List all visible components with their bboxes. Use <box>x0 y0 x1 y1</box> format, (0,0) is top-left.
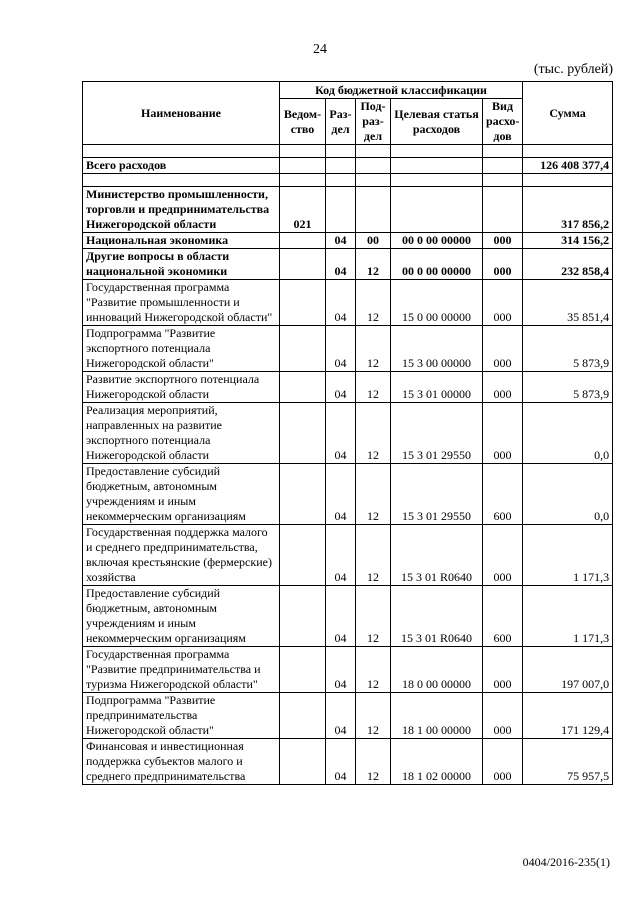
header-dept: Ведом-ство <box>280 99 326 145</box>
row-name: Государственная программа "Развитие предпринимательства и туризма Нижегородской области" <box>83 647 280 693</box>
table-row <box>83 187 613 233</box>
table-row <box>83 249 613 280</box>
row-subsection: 12 <box>356 403 391 464</box>
header-subsection: Под-раз-дел <box>356 99 391 145</box>
row-target <box>391 158 483 174</box>
row-sum: 126 408 377,4 <box>523 158 613 174</box>
table-row <box>83 739 613 785</box>
table-row <box>83 693 613 739</box>
table-row <box>83 158 613 174</box>
row-sum: 0,0 <box>523 403 613 464</box>
row-subsection: 12 <box>356 326 391 372</box>
form-code: 0404/2016-235(1) <box>522 855 610 869</box>
row-section: 04 <box>326 280 356 326</box>
row-section: 04 <box>326 586 356 647</box>
row-name: Подпрограмма "Развитие экспортного потенциала Нижегородской области" <box>83 326 280 372</box>
row-target: 15 0 00 00000 <box>391 280 483 326</box>
header-type: Вид расхо-дов <box>483 99 523 145</box>
row-subsection: 12 <box>356 693 391 739</box>
row-type <box>483 158 523 174</box>
row-name: Предоставление субсидий бюджетным, автономным учреждениям и иным некоммерческим организациям <box>83 586 280 647</box>
row-sum: 35 851,4 <box>523 280 613 326</box>
row-section: 04 <box>326 233 356 249</box>
row-subsection: 12 <box>356 647 391 693</box>
row-sum: 317 856,2 <box>523 187 613 233</box>
row-section: 04 <box>326 249 356 280</box>
table-row <box>83 586 613 647</box>
row-dept <box>280 739 326 785</box>
row-type: 600 <box>483 586 523 647</box>
row-type: 000 <box>483 693 523 739</box>
row-sum: 5 873,9 <box>523 372 613 403</box>
row-name: Финансовая и инвестиционная поддержка субъектов малого и среднего предпринимательства <box>83 739 280 785</box>
spacer-row <box>83 145 613 158</box>
row-type: 000 <box>483 280 523 326</box>
row-subsection <box>356 158 391 174</box>
row-dept: 021 <box>280 187 326 233</box>
row-name: Другие вопросы в области национальной экономики <box>83 249 280 280</box>
header-section: Раз-дел <box>326 99 356 145</box>
row-dept <box>280 403 326 464</box>
table-row <box>83 326 613 372</box>
row-dept <box>280 586 326 647</box>
row-target: 18 0 00 00000 <box>391 647 483 693</box>
table-row <box>83 372 613 403</box>
row-name: Государственная поддержка малого и среднего предпринимательства, включая крестьянские (фермерские) хозяйства <box>83 525 280 586</box>
row-target: 00 0 00 00000 <box>391 233 483 249</box>
row-section: 04 <box>326 326 356 372</box>
row-section: 04 <box>326 647 356 693</box>
row-dept <box>280 693 326 739</box>
row-target: 18 1 02 00000 <box>391 739 483 785</box>
row-type: 600 <box>483 464 523 525</box>
row-type: 000 <box>483 233 523 249</box>
row-section: 04 <box>326 464 356 525</box>
row-target: 00 0 00 00000 <box>391 249 483 280</box>
row-dept <box>280 372 326 403</box>
row-dept <box>280 326 326 372</box>
header-sum: Сумма <box>523 82 613 145</box>
row-name: Всего расходов <box>83 158 280 174</box>
row-type: 000 <box>483 647 523 693</box>
header-code-group: Код бюджетной классификации <box>280 82 523 99</box>
table-row <box>83 280 613 326</box>
row-sum: 1 171,3 <box>523 525 613 586</box>
row-subsection: 12 <box>356 586 391 647</box>
row-subsection: 12 <box>356 249 391 280</box>
row-target: 15 3 01 R0640 <box>391 586 483 647</box>
row-section: 04 <box>326 693 356 739</box>
row-type: 000 <box>483 525 523 586</box>
row-type: 000 <box>483 372 523 403</box>
row-sum: 5 873,9 <box>523 326 613 372</box>
row-target: 15 3 01 29550 <box>391 464 483 525</box>
header-target: Целевая статья расходов <box>391 99 483 145</box>
row-sum: 1 171,3 <box>523 586 613 647</box>
table-row <box>83 403 613 464</box>
row-target: 15 3 01 00000 <box>391 372 483 403</box>
row-dept <box>280 249 326 280</box>
page-number: 24 <box>313 42 327 57</box>
row-sum: 0,0 <box>523 464 613 525</box>
row-dept <box>280 280 326 326</box>
row-section: 04 <box>326 525 356 586</box>
row-target: 15 3 01 29550 <box>391 403 483 464</box>
row-subsection: 12 <box>356 280 391 326</box>
row-sum: 171 129,4 <box>523 693 613 739</box>
row-subsection: 12 <box>356 525 391 586</box>
header-name: Наименование <box>83 82 280 145</box>
row-name: Подпрограмма "Развитие предпринимательства Нижегородской области" <box>83 693 280 739</box>
row-type: 000 <box>483 326 523 372</box>
row-type: 000 <box>483 739 523 785</box>
row-section: 04 <box>326 739 356 785</box>
table-row <box>83 525 613 586</box>
row-name: Развитие экспортного потенциала Нижегородской области <box>83 372 280 403</box>
budget-table <box>82 81 613 785</box>
row-dept <box>280 158 326 174</box>
row-type <box>483 187 523 233</box>
row-dept <box>280 647 326 693</box>
row-subsection: 12 <box>356 739 391 785</box>
row-sum: 75 957,5 <box>523 739 613 785</box>
row-dept <box>280 525 326 586</box>
row-sum: 314 156,2 <box>523 233 613 249</box>
row-section: 04 <box>326 372 356 403</box>
row-sum: 232 858,4 <box>523 249 613 280</box>
row-sum: 197 007,0 <box>523 647 613 693</box>
row-subsection: 12 <box>356 372 391 403</box>
row-target: 15 3 00 00000 <box>391 326 483 372</box>
row-target: 18 1 00 00000 <box>391 693 483 739</box>
row-section: 04 <box>326 403 356 464</box>
row-section <box>326 158 356 174</box>
row-type: 000 <box>483 403 523 464</box>
row-target <box>391 187 483 233</box>
row-name: Государственная программа "Развитие промышленности и инноваций Нижегородской области" <box>83 280 280 326</box>
row-section <box>326 187 356 233</box>
row-name: Министерство промышленности, торговли и предпринимательства Нижегородской области <box>83 187 280 233</box>
row-name: Реализация мероприятий, направленных на развитие экспортного потенциала Нижегородской области <box>83 403 280 464</box>
spacer-row <box>83 174 613 187</box>
row-dept <box>280 233 326 249</box>
units-label: (тыс. рублей) <box>533 62 613 77</box>
row-dept <box>280 464 326 525</box>
row-subsection <box>356 187 391 233</box>
row-subsection: 00 <box>356 233 391 249</box>
row-name: Предоставление субсидий бюджетным, автономным учреждениям и иным некоммерческим организациям <box>83 464 280 525</box>
row-subsection: 12 <box>356 464 391 525</box>
row-type: 000 <box>483 249 523 280</box>
row-name: Национальная экономика <box>83 233 280 249</box>
table-row <box>83 464 613 525</box>
table-row <box>83 647 613 693</box>
table-row <box>83 233 613 249</box>
row-target: 15 3 01 R0640 <box>391 525 483 586</box>
